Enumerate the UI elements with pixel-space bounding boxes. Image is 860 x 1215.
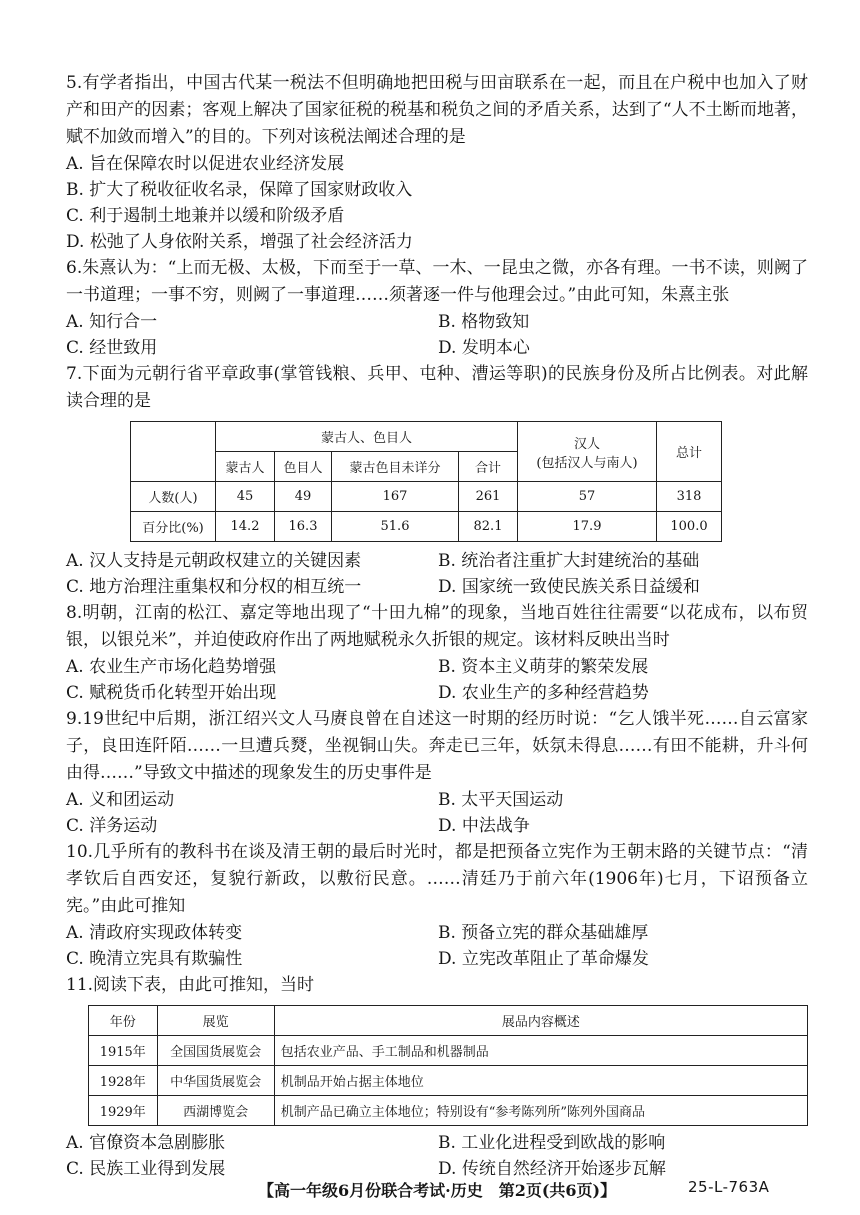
- question-stem: 8.明朝，江南的松江、嘉定等地出现了“十田九棉”的现象，当地百姓往往需要“以花成布，以布贸银，以银兑米”，并迫使政府作出了两地赋税永久折银的规定。该材料反映出当时: [66, 603, 808, 650]
- content-cell: 包括农业产品、手工制品和机器制品: [274, 1036, 807, 1066]
- question-stem: 7.下面为元朝行省平章政事(掌管钱粮、兵甲、屯种、漕运等职)的民族身份及所占比例表。对此解读合理的是: [66, 364, 808, 411]
- table-cell: 49: [275, 482, 332, 512]
- exhibition-cell: 全国国货展览会: [157, 1036, 274, 1066]
- row-label: 百分比(%): [131, 512, 216, 542]
- column-header: 展览: [157, 1006, 274, 1036]
- question-stem: 5.有学者指出，中国古代某一税法不但明确地把田税与田亩联系在一起，而且在户税中也加入了财产和田产的因素；客观上解决了国家征税的税基和税负之间的矛盾关系，达到了“人不土断而地著，赋不加敛而增入”的目的。下列对该税法阐述合理的是: [66, 73, 808, 147]
- option-d: D. 松弛了人身依附关系，增强了社会经济活力: [66, 232, 413, 252]
- ethnic-ratio-table: [130, 421, 722, 542]
- table-cell: 261: [459, 482, 518, 512]
- question-stem: 6.朱熹认为：“上而无极、太极，下而至于一草、一木、一昆虫之微，亦各有理。一书不读，则阙了一书道理；一事不穷，则阙了一事道理……须著逐一件与他理会过。”由此可知，朱熹主张: [66, 258, 808, 305]
- table-cell: 318: [657, 482, 722, 512]
- option-b: B. 预备立宪的群众基础雄厚: [438, 923, 649, 943]
- options: [66, 309, 808, 361]
- option-a: A. 义和团运动: [66, 790, 175, 810]
- question-stem: 9.19世纪中后期，浙江绍兴文人马赓良曾在自述这一时期的经历时说：“乞人饿半死……自云富家子，良田连阡陌……一旦遭兵燹，坐视铜山失。奔走已三年，妖氛未得息……有田不能耕，升斗何由得……”导致文中描述的现象发生的历史事件是: [66, 709, 808, 783]
- content-cell: 机制品开始占据主体地位: [274, 1066, 807, 1096]
- exhibition-cell: 中华国货展览会: [157, 1066, 274, 1096]
- option-b: B. 太平天国运动: [438, 790, 564, 810]
- option-d: D. 农业生产的多种经营趋势: [438, 683, 649, 703]
- question-6: [66, 255, 808, 361]
- table-cell: 17.9: [518, 512, 657, 542]
- exhibition-table: [88, 1005, 808, 1126]
- options: [66, 1130, 808, 1182]
- option-a: A. 旨在保障农时以促进农业经济发展: [66, 154, 345, 174]
- table-row: [89, 1066, 808, 1096]
- sub-header: 蒙古色目未详分: [332, 452, 459, 482]
- sub-header: 色目人: [275, 452, 332, 482]
- table-cell: 100.0: [657, 512, 722, 542]
- option-c: C. 晚清立宪具有欺骗性: [66, 949, 243, 969]
- sub-header: 合计: [459, 452, 518, 482]
- options: [66, 920, 808, 972]
- question-7: [66, 361, 808, 600]
- option-d: D. 发明本心: [438, 338, 530, 358]
- column-header: 年份: [89, 1006, 158, 1036]
- han-header: [518, 422, 657, 482]
- question-10: [66, 839, 808, 972]
- year-cell: 1929年: [89, 1096, 158, 1126]
- table-row: [131, 482, 722, 512]
- question-8: [66, 600, 808, 706]
- options: [66, 787, 808, 839]
- options: [66, 151, 808, 255]
- year-cell: 1915年: [89, 1036, 158, 1066]
- question-5: [66, 70, 808, 255]
- option-a: A. 清政府实现政体转变: [66, 923, 243, 943]
- option-b: B. 格物致知: [438, 312, 530, 332]
- han-header-sub: (包括汉人与南人): [536, 455, 638, 471]
- option-c: C. 利于遏制土地兼并以缓和阶级矛盾: [66, 206, 345, 226]
- question-11: [66, 972, 808, 1182]
- han-header-main: 汉人: [573, 436, 600, 452]
- options: [66, 654, 808, 706]
- option-b: B. 资本主义萌芽的繁荣发展: [438, 657, 649, 677]
- option-d: D. 传统自然经济开始逐步瓦解: [438, 1159, 666, 1179]
- option-a: A. 知行合一: [66, 312, 158, 332]
- table-cell: 57: [518, 482, 657, 512]
- option-b: B. 统治者注重扩大封建统治的基础: [438, 551, 700, 571]
- option-a: A. 汉人支持是元朝政权建立的关键因素: [66, 551, 362, 571]
- exhibition-cell: 西湖博览会: [157, 1096, 274, 1126]
- year-cell: 1928年: [89, 1066, 158, 1096]
- exam-code: 25-L-763A: [688, 1178, 770, 1196]
- table-row: [131, 512, 722, 542]
- table-cell: 51.6: [332, 512, 459, 542]
- option-d: D. 中法战争: [438, 816, 530, 836]
- group-header: 蒙古人、色目人: [216, 422, 518, 452]
- option-c: C. 经世致用: [66, 338, 158, 358]
- options: [66, 548, 808, 600]
- sub-header: 蒙古人: [216, 452, 275, 482]
- option-d: D. 国家统一致使民族关系日益缓和: [438, 577, 700, 597]
- total-header: 总计: [657, 422, 722, 482]
- table-corner: [131, 422, 216, 482]
- content-cell: 机制产品已确立主体地位；特别设有“参考陈列所”陈列外国商品: [274, 1096, 807, 1126]
- option-c: C. 地方治理注重集权和分权的相互统一: [66, 577, 362, 597]
- option-b: B. 工业化进程受到欧战的影响: [438, 1133, 666, 1153]
- option-a: A. 农业生产市场化趋势增强: [66, 657, 277, 677]
- option-d: D. 立宪改革阻止了革命爆发: [438, 949, 649, 969]
- question-stem: 11.阅读下表，由此可推知，当时: [66, 975, 315, 995]
- question-stem: 10.几乎所有的教科书在谈及清王朝的最后时光时，都是把预备立宪作为王朝末路的关键节点：“清孝钦后自西安还，复貌行新政，以敷衍民意。……清廷乃于前六年(1906年)七月，下诏预备立宪。”由此可推知: [66, 842, 808, 916]
- option-c: C. 洋务运动: [66, 816, 158, 836]
- table-row: [89, 1036, 808, 1066]
- option-c: C. 赋税货币化转型开始出现: [66, 683, 277, 703]
- option-a: A. 官僚资本急剧膨胀: [66, 1133, 226, 1153]
- option-b: B. 扩大了税收征收名录，保障了国家财政收入: [66, 180, 413, 200]
- table-header-row: [89, 1006, 808, 1036]
- table-cell: 167: [332, 482, 459, 512]
- table-cell: 16.3: [275, 512, 332, 542]
- table-cell: 45: [216, 482, 275, 512]
- column-header: 展品内容概述: [274, 1006, 807, 1036]
- row-label: 人数(人): [131, 482, 216, 512]
- table-cell: 14.2: [216, 512, 275, 542]
- table-cell: 82.1: [459, 512, 518, 542]
- footer-title: 【高一年级6月份联合考试·历史 第2页(共6页)】: [258, 1181, 617, 1200]
- option-c: C. 民族工业得到发展: [66, 1159, 226, 1179]
- question-9: [66, 706, 808, 839]
- table-row: [89, 1096, 808, 1126]
